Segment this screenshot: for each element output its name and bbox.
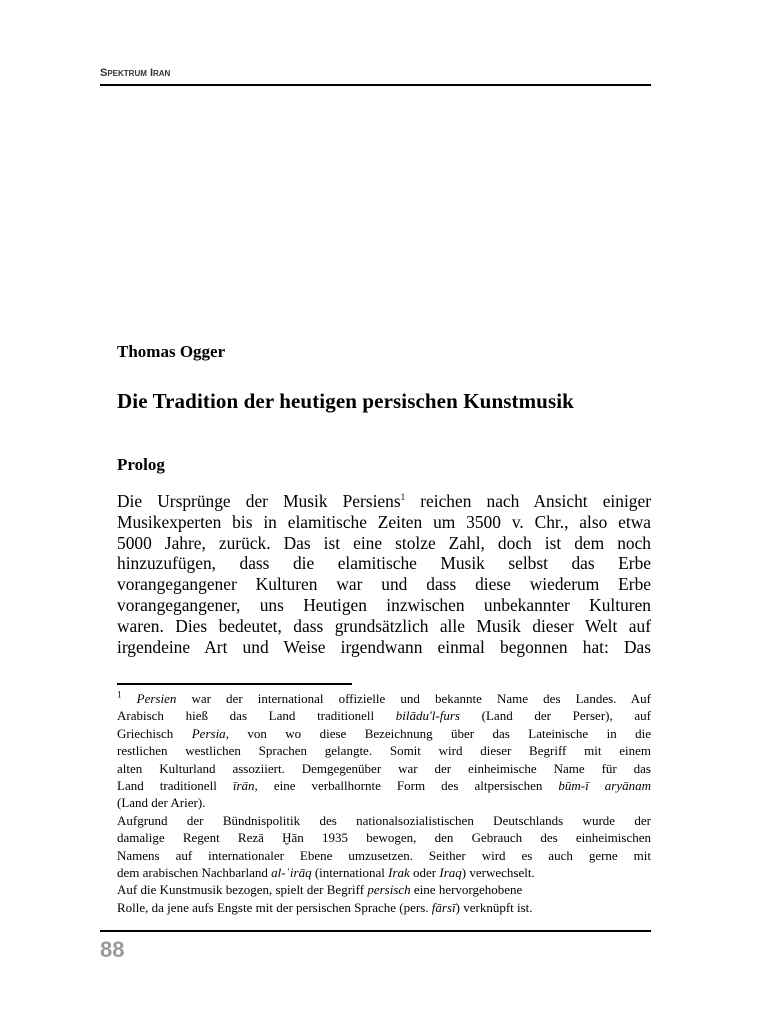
body-line: Musikexperten bis in elamitische Zeiten um 3500 v. Chr., also etwa bbox=[117, 511, 651, 532]
footnote-rule bbox=[117, 683, 352, 685]
body-line: Die Ursprünge der Musik Persiens$^1$ reichen nach Ansicht einiger bbox=[117, 491, 652, 511]
footnote-line: (Land der Arier). bbox=[117, 795, 206, 811]
footnote-line: Land traditionell īrān, eine verballhornte Form des altpersischen būm-ī aryānam bbox=[117, 778, 652, 794]
body-line: 5000 Jahre, zurück. Das ist eine stolze Zahl, doch ist dem noch bbox=[117, 532, 651, 553]
body-line: irgendeine Art und Weise irgendwann einmal begonnen hat: Das bbox=[117, 636, 651, 657]
footnote-line: Rolle, da jene aufs Engste mit der persischen Sprache (pers. fārsī) verknüpft ist. bbox=[117, 899, 533, 915]
footnote-line: Auf die Kunstmusik bezogen, spielt der Begriff persisch eine hervorgehobene bbox=[117, 882, 523, 898]
body-line: hinzuzufügen, dass die elamitische Musik selbst das Erbe bbox=[117, 553, 651, 574]
footnote-marker: 1 bbox=[117, 689, 122, 700]
body-line: waren. Dies bedeutet, dass grundsätzlich alle Musik dieser Welt auf bbox=[117, 615, 651, 636]
page-number: 88 bbox=[100, 937, 125, 962]
body-line: vorangegangener Kulturen war und dass diese wiederum Erbe bbox=[117, 574, 651, 595]
footnote-line: Arabisch hieß das Land traditionell bilādu'l-furs (Land der Perser), auf bbox=[117, 708, 652, 724]
section-heading: Prolog bbox=[117, 455, 165, 474]
footnote-line: Aufgrund der Bündnispolitik des nationalsozialistischen Deutschlands wurde der bbox=[117, 812, 651, 828]
body-paragraph bbox=[117, 491, 651, 657]
footnote-line: $^1$ Persien war der international offizielle und bekannte Name des Landes. Auf bbox=[117, 689, 652, 706]
footnote-line: damalige Regent Rezā Ḫān 1935 bewogen, den Gebrauch des einheimischen bbox=[117, 830, 651, 846]
header-rule bbox=[100, 84, 651, 86]
footnote-line: alten Kulturland assoziiert. Demgegenüber war der einheimische Name für das bbox=[117, 760, 651, 776]
body-line: vorangegangener, uns Heutigen inzwischen unbekannter Kulturen bbox=[117, 594, 651, 615]
footnote bbox=[117, 690, 651, 916]
footnote-line: Griechisch Persia, von wo diese Bezeichnung über das Lateinische in die bbox=[117, 725, 651, 741]
footnote-line: restlichen westlichen Sprachen gelangte. Somit wird dieser Begriff mit einem bbox=[117, 743, 651, 759]
footnote-reference[interactable]: 1 bbox=[400, 492, 406, 503]
footnote-line: dem arabischen Nachbarland al-ʿirāq (international Irak oder Iraq) verwechselt. bbox=[117, 865, 535, 881]
running-header: Spektrum Iran bbox=[100, 67, 171, 79]
footer-rule bbox=[100, 930, 651, 932]
article-title: Die Tradition der heutigen persischen Kunstmusik bbox=[117, 389, 574, 413]
footnote-line: Namens auf internationaler Ebene umzusetzen. Seither wird es auch gerne mit bbox=[117, 847, 651, 863]
article-author: Thomas Ogger bbox=[117, 342, 226, 361]
